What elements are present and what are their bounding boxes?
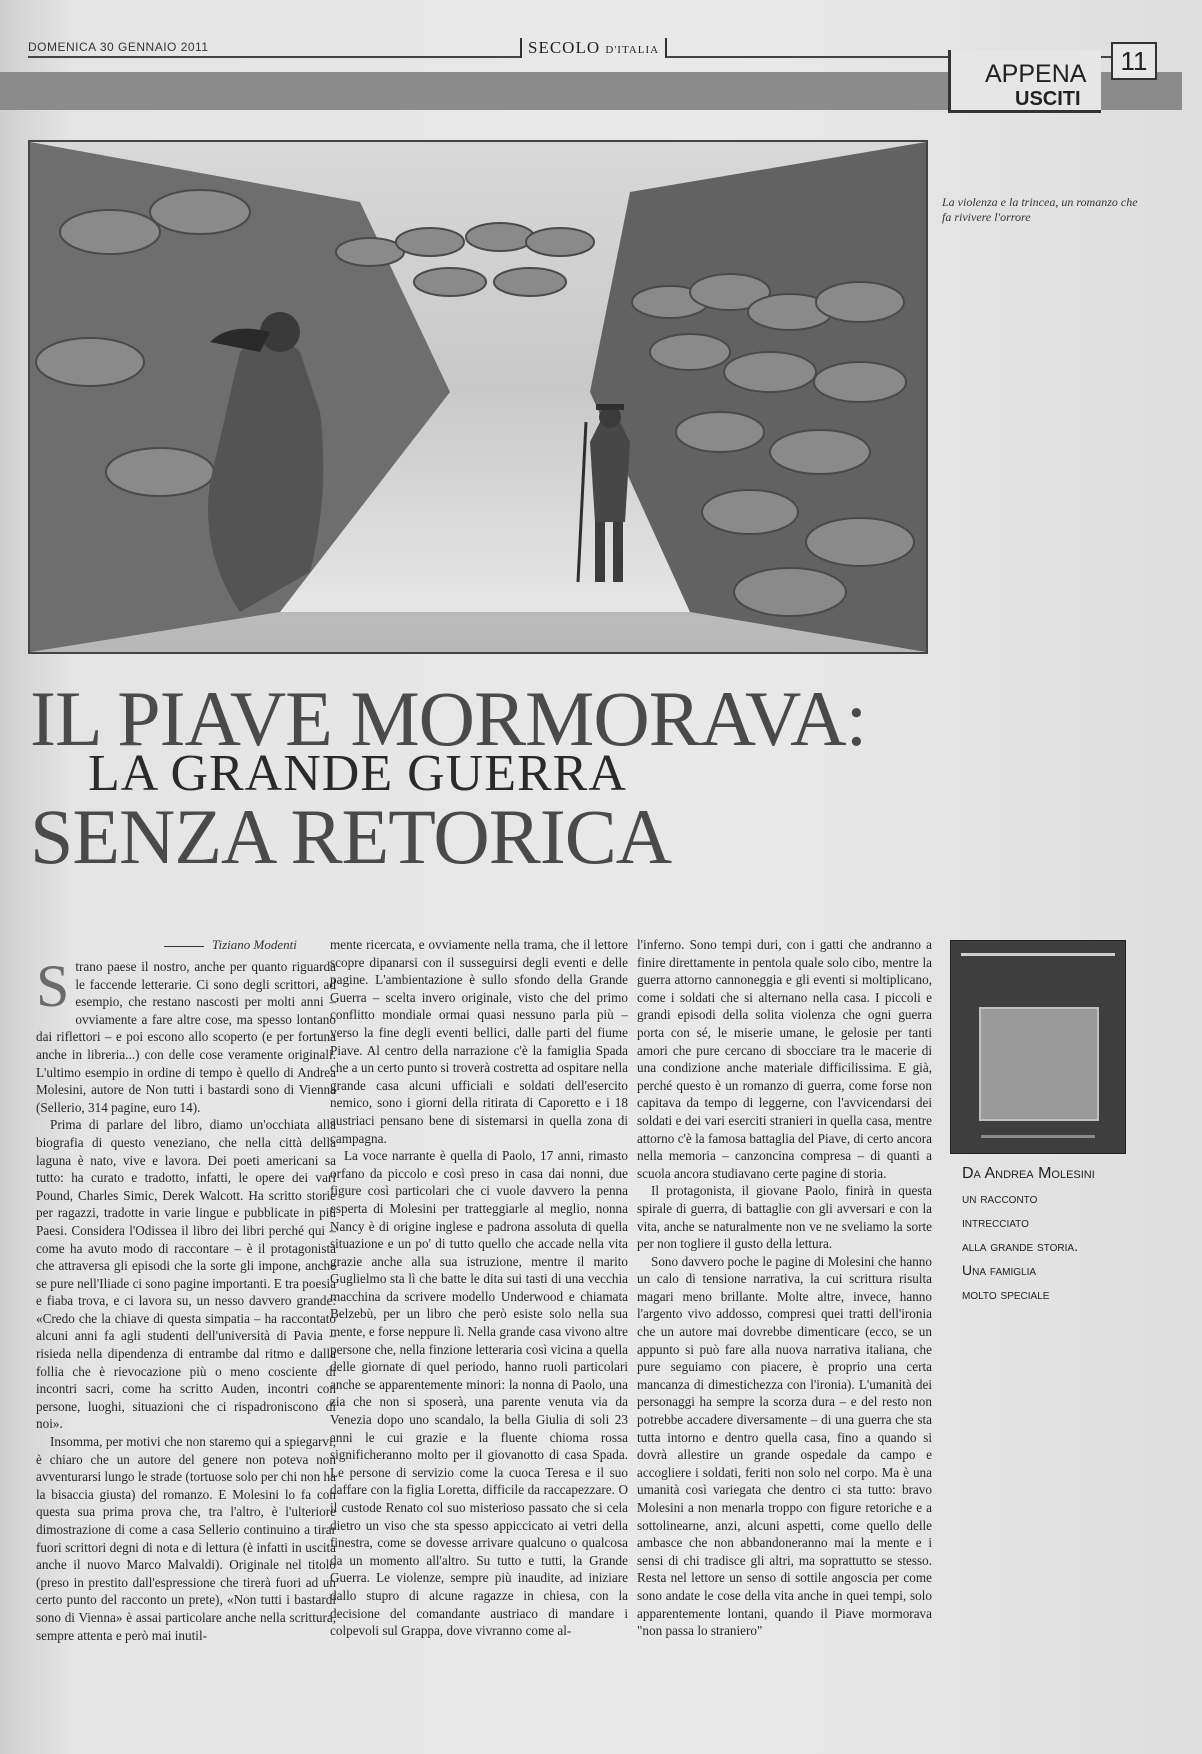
book-box-line: alla grande storia. (962, 1238, 1078, 1254)
article-column-2 (330, 936, 628, 1640)
book-box-text (962, 1162, 1162, 1306)
book-cover-illustration (979, 1007, 1099, 1121)
headline-line1: IL PIAVE MORMORAVA: (30, 675, 867, 762)
masthead-title: SECOLO (528, 38, 601, 57)
book-cover-image (950, 940, 1126, 1154)
paragraph: l'inferno. Sono tempi duri, con i gatti che andranno a finire direttamente in pentola quale solo cibo, mentre la guerra attorno cannoneggia e gli eventi si moltiplicano, come i soldati che si alternano nella casa. I piccoli e grandi episodi della solita violenza che ogni guerra porta con sé, le miserie umane, le gelosie per tanti amori che pure cercano di sbocciare tra le macerie di una condizione anche materiale difficilissima. E già, perché questo è un romanzo di guerra, come forse non capitava da tempo di leggerne, con l'avvicendarsi dei soldati e dei vari eserciti stranieri in quella casa, mentre attorno c'è la famosa battaglia del Piave, di certo ancora nella memoria – canzoncina compresa – di quanti a scuola ancora studiavano certe pagine di storia. (637, 937, 932, 1181)
article-column-3 (637, 936, 932, 1640)
article-column-1 (36, 953, 336, 1644)
book-box-line: Una famiglia (962, 1262, 1037, 1278)
paragraph: La voce narrante è quella di Paolo, 17 anni, rimasto orfano da piccolo e così preso in casa dai nonni, due figure così particolari che ci vuole davvero la penna esperta di Molesini per tratteggiarle al meglio, nonna Nancy è di origine inglese e padrona assoluta di quella situazione e un po' di tutto quello che accade nella vita grazie anche alla sua istruzione, mentre il marito Guglielmo sta lì che batte le dita sui tasti di una vecchia macchina da scrivere modello Underwood e chiamata Belzebù, per un libro che però esiste solo nella sua mente, e forse neppure lì. Nella grande casa vivono altre persone che, nella finzione letteraria così vicina a quella delle giornate di quel periodo, hanno ruoli particolari anche se apparentemente minori: la nonna di Paolo, una zia che non si sposerà, una parente venuta via da Venezia dopo uno scandalo, la bella Giulia di soli 23 anni le cui grazie e la fluente chioma rossa significheranno molto per il giovanotto di casa Spada. Le persone di servizio come la cuoca Teresa e il suo daffare con la figlia Loretta, difficile da raccapezzare. O il custode Renato col suo misterioso passato che si cela dietro un viso che sta spesso appiccicato ai vetri della finestra, come se dovesse arrivare qualcuno o qualcosa da un momento all'altro. Su tutto e tutti, la Grande Guerra. Le violenze, sempre più inaudite, ad iniziare dallo stupro di alcune ragazze in chiesa, con la decisione del comandante austriaco di mandare i colpevoli sul Grappa, dove vivranno come al- (330, 1148, 628, 1639)
photo-caption: La violenza e la trincea, un romanzo che fa rivivere l'orrore (942, 195, 1138, 224)
trench-photo-illustration (30, 142, 926, 652)
drop-cap: S (36, 953, 70, 1019)
paragraph-text: trano paese il nostro, anche per quanto riguarda le faccende letterarie. Ci sono degli scrittori, ad esempio, che restano nascosti per molti anni – ovviamente a fare altre cose, ma spesso lontano dai riflettori – e poi escono allo scoperto (e per fortuna anche in libreria...) con delle cose veramente originali. L'ultimo esempio in ordine di tempo è quello di Andrea Molesini, autore de Non tutti i bastardi sono di Vienna (Sellerio, 314 pagine, euro 14). (36, 959, 336, 1115)
book-cover-band (961, 953, 1115, 956)
byline-rule (164, 946, 204, 947)
book-box-line: molto speciale (962, 1286, 1050, 1302)
trench-photo (28, 140, 928, 654)
section-label-line1: APPENA (985, 60, 1087, 88)
byline: Tiziano Modenti (212, 937, 297, 952)
page-header (28, 40, 1152, 110)
book-cover-band (981, 1135, 1095, 1138)
issue-date: DOMENICA 30 GENNAIO 2011 (28, 40, 209, 54)
book-box-line: un racconto (962, 1190, 1038, 1206)
paragraph (36, 953, 336, 1116)
paragraph: Insomma, per motivi che non staremo qui a spiegarvi, è chiaro che un autore del genere non poteva non avventurarsi lungo le strade (tortuose solo per chi non ha la bisaccia giusta) del romanzo. E Molesini lo fa con questa sua prima prova che, tra l'altro, è l'ulteriore dimostrazione di come a casa Sellerio continuino a tirar fuori scrittori degni di nota e di lettura (è infatti in uscita anche il nuovo Marco Malvaldi). Originale nel titolo (preso in prestito dall'espressione che tirerà fuori ad un certo punto del racconto un prete), «Non tutti i bastardi sono di Vienna» è assai particolare anche nella scrittura, sempre attenta e però mai inutil- (36, 1434, 336, 1643)
masthead (520, 38, 667, 58)
paragraph: Sono davvero poche le pagine di Molesini che hanno un calo di tensione narrativa, la cui scrittura risulta magari meno brillante. Molte altre, invece, hanno l'argento vivo addosso, compresi quei tratti dell'ironia che un autore mai dovrebbe dimenticare (ecco, se un appunto si può fare alla nuova narrativa italiana, che pure seguiamo con piacere, è proprio una certa mancanza di dimestichezza con l'ironia). L'umanità dei personaggi ha sempre la scorza dura – e del resto non potrebbe accadere diversamente – di una guerra che sta tutta intorno e dentro quella casa, fino a quando si dovrà allestire un grande ospedale da campo e accogliere i soldati, feriti non solo nel corpo. Ma è una umanità così variegata che dentro ci sta tutto: bravo Molesini a non menarla troppo con figure retoriche e a sottolinearne, anzi, alcuni aspetti, come quello delle ambasce che non abbandoneranno mai la mente e i sensi di chi tradisce gli altri, ma soprattutto se stesso. Resta nel lettore un senso di sottile angoscia per come sono andate le cose della vita anche in quei tempi, solo apparentemente lontani, quando il Piave mormorava "non passa lo straniero" (637, 1253, 932, 1639)
book-box-line: intrecciato (962, 1214, 1029, 1230)
page-number: 11 (1111, 42, 1157, 80)
paragraph: Prima di parlare del libro, diamo un'occhiata alla biografia di questo veneziano, che nella città della laguna è nato, vive e lavora. Dei poeti americani sa tutto: ha curato e tradotto, infatti, le opere dei vari Pound, Charles Simic, Derek Walcott. Ha scritto storie per ragazzi, tradotte in varie lingue e pubblicate in più Paesi. Considera l'Odissea il libro dei libri perché qui – come ha avuto modo di raccontare – è il protagonista che attraversa gli episodi che la sorte gli impone, anche se pure nell'Iliade ci sono pagine importanti. E tra poesia e fiaba trova, e ci lavora su, un nesso davvero grande: «Credo che la chiave di questa simpatia – ha raccontato alcuni anni fa agli studenti dell'università di Pavia – risieda nella dipendenza di entrambe dal ritmo e dalla follia che è rievocazione più o meno cosciente di incontri sacri, come ha scritto Auden, incontri con persone, luoghi, situazioni che ci rispadroniscono di noi». (36, 1117, 336, 1432)
headline-line3: SENZA RETORICA (30, 793, 672, 880)
paragraph: mente ricercata, e ovviamente nella trama, che il lettore scopre dipanarsi con il susseguirsi degli eventi e delle pagine. L'ambientazione è sullo sfondo della Grande Guerra – scelta invero originale, visto che del primo conflitto mondiale ormai quasi nessuno parla più – verso la fine degli eventi bellici, dalle parti del fiume Piave. Al centro della narrazione c'è la famiglia Spada che a un certo punto si troverà costretta ad ospitare nella grande casa alcuni ufficiali e soldati dell'esercito nemico, sono i giorni della ritirata di Caporetto e i 18 austriaci pensano bene di sistemarsi in quella zona di campagna. (330, 937, 628, 1146)
section-label-line2: USCITI (1015, 88, 1081, 110)
section-label (948, 50, 1101, 113)
book-box-line: Da Andrea Molesini (962, 1165, 1095, 1182)
headline-line2: LA GRANDE GUERRA (88, 745, 627, 802)
masthead-subtitle: D'ITALIA (605, 44, 660, 56)
paragraph: Il protagonista, il giovane Paolo, finirà in questa spirale di guerra, di battaglie con gli avversari e con la vita, anche se naturalmente non ve ne sveliamo la sorte per non togliere il gusto della lettura. (637, 1183, 932, 1252)
